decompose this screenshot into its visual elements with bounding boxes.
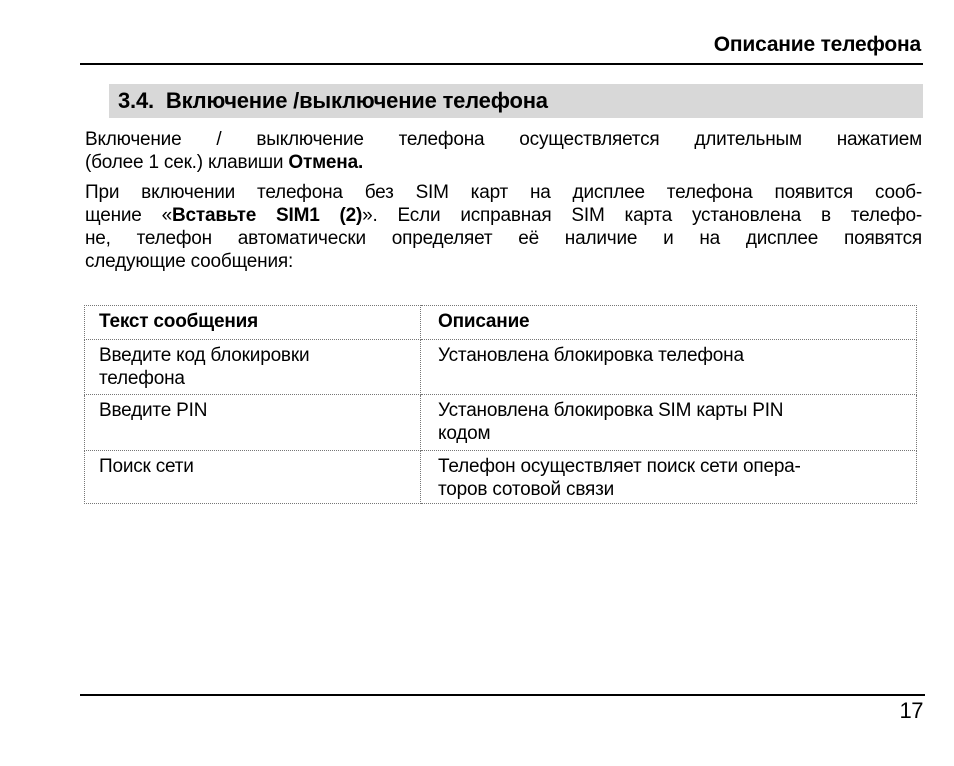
header-rule: [80, 63, 923, 65]
text-line: следующие сообщения:: [85, 251, 294, 272]
text-line: Включение / выключение телефона осуществляется длительным нажатием: [85, 129, 922, 150]
messages-table: [84, 305, 917, 504]
section-number: 3.4.: [118, 88, 154, 113]
table-header-row: [85, 306, 917, 340]
table-row: [85, 340, 917, 395]
message-cell: Введите PIN: [85, 395, 421, 451]
description-cell: Установлена блокировка телефона: [421, 340, 917, 395]
message-cell: Введите код блокировки телефона: [85, 340, 421, 395]
running-header: Описание телефона: [713, 33, 921, 56]
footer-rule: [80, 694, 925, 696]
column-header-description: Описание: [421, 306, 917, 340]
description-cell: Установлена блокировка SIM карты PIN кодом: [421, 395, 917, 451]
paragraph: [85, 128, 922, 174]
table-row: [85, 395, 917, 451]
column-header-message: Текст сообщения: [85, 306, 421, 340]
text-line: (более 1 сек.) клавиши Отмена.: [85, 152, 364, 173]
text-line: При включении телефона без SIM карт на дисплее телефона появится сооб-: [85, 182, 922, 203]
paragraph: [85, 181, 922, 273]
section-heading: [109, 84, 923, 118]
text-line: не, телефон автоматически определяет её наличие и на дисплее появятся: [85, 228, 922, 249]
section-title: Включение /выключение телефона: [165, 88, 548, 113]
body-text: [85, 128, 922, 280]
page-number: 17: [899, 698, 923, 723]
table-row: [85, 451, 917, 504]
description-cell: Телефон осуществляет поиск сети опера- торов сотовой связи: [421, 451, 917, 504]
message-cell: Поиск сети: [85, 451, 421, 504]
text-line: щение «Вставьте SIM1 (2)». Если исправная SIM карта установлена в телефо-: [85, 205, 923, 226]
